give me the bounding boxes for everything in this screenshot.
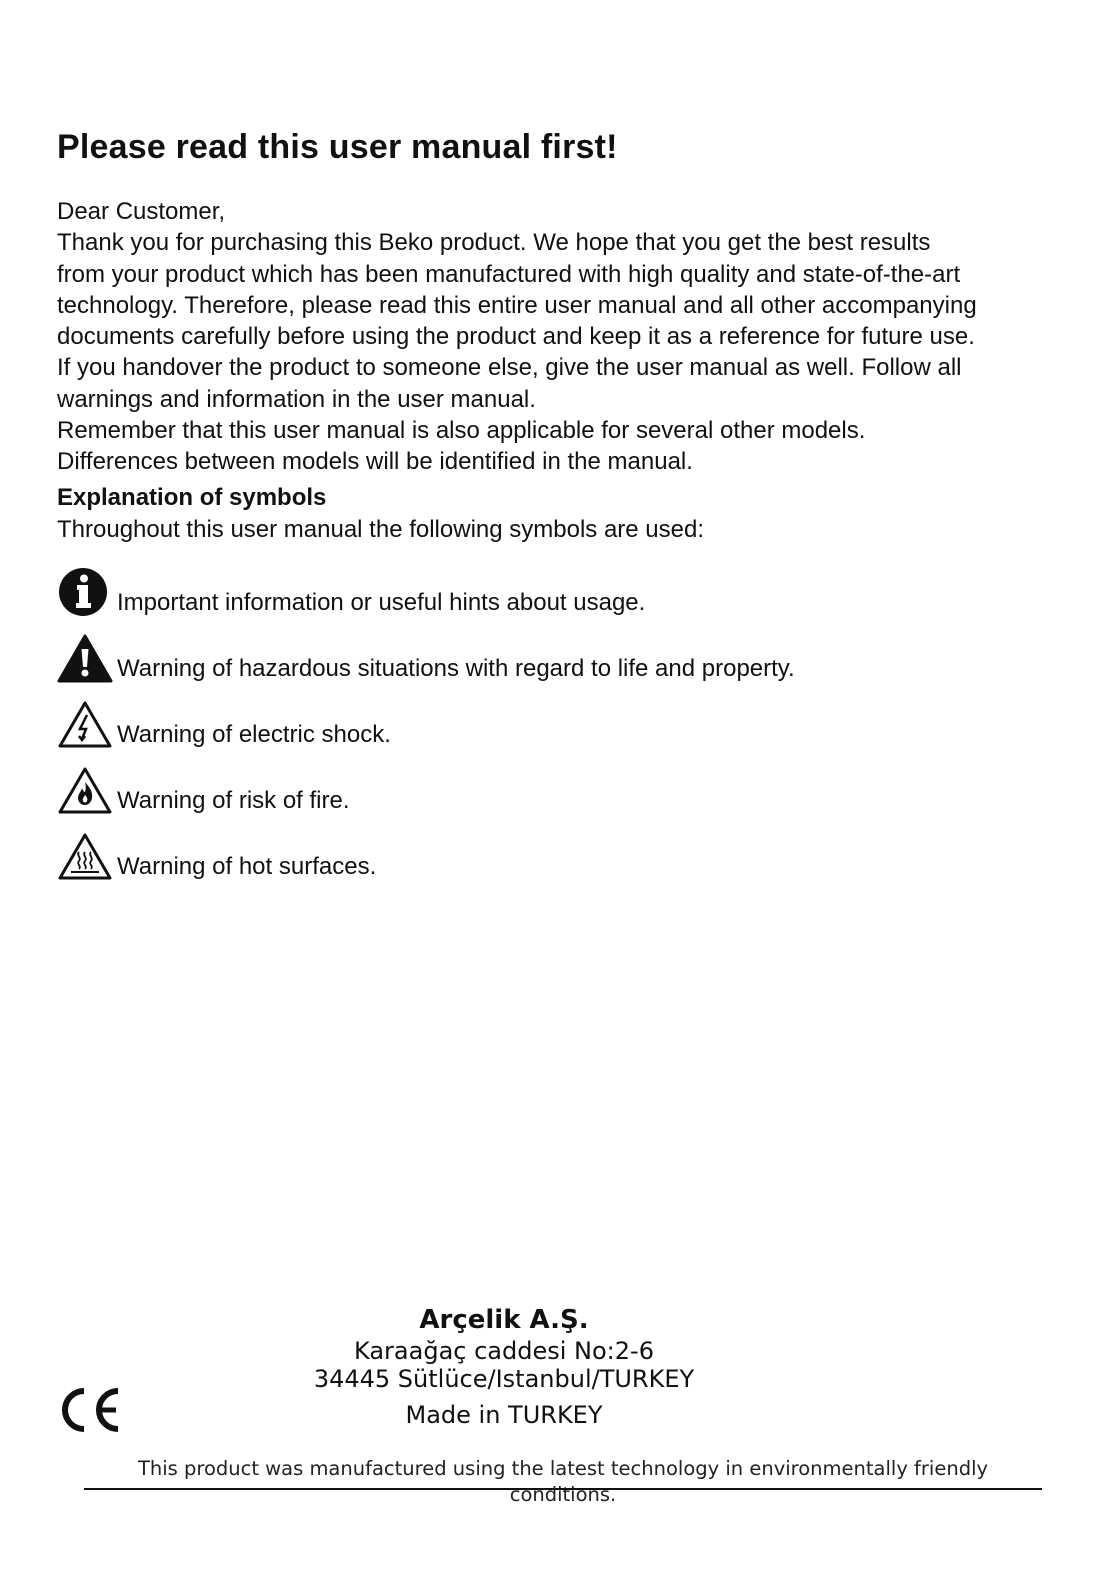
- greeting: Dear Customer,: [57, 198, 226, 225]
- intro-line: documents carefully before using the product and keep it as a reference for future use.: [57, 323, 975, 351]
- intro-line: technology. Therefore, please read this entire user manual and all other accompanying: [57, 291, 977, 319]
- address-street: Karaağaç caddesi No:2-6: [354, 1337, 654, 1365]
- symbol-label: Warning of hot surfaces.: [117, 852, 377, 880]
- intro-text: [57, 196, 1057, 478]
- page-title: Please read this user manual first!: [57, 128, 618, 166]
- symbol-label: Important information or useful hints about usage.: [117, 588, 646, 616]
- hot-surface-icon: [57, 828, 115, 882]
- symbol-label: Warning of electric shock.: [117, 720, 391, 748]
- intro-line: Differences between models will be identified in the manual.: [57, 448, 693, 476]
- intro-line: from your product which has been manufactured with high quality and state-of-the-art: [57, 260, 961, 288]
- address-city: 34445 Sütlüce/Istanbul/TURKEY: [313, 1365, 695, 1393]
- intro-line: If you handover the product to someone else, give the user manual as well. Follow all: [57, 354, 962, 382]
- warning-icon: [57, 630, 115, 684]
- intro-line: Thank you for purchasing this Beko product. We hope that you get the best results: [57, 229, 931, 257]
- footer-note: This product was manufactured using the latest technology in environmentally friendly conditions.: [137, 1457, 989, 1506]
- footer-divider: [84, 1488, 1042, 1490]
- symbol-row-electric: [57, 684, 1057, 750]
- symbol-label: Warning of hazardous situations with regard to life and property.: [117, 654, 795, 682]
- made-in: Made in TURKEY: [405, 1401, 603, 1429]
- symbols-intro: Throughout this user manual the following symbols are used:: [57, 515, 705, 543]
- ce-mark-icon: [55, 1385, 125, 1440]
- manufacturer-address: [300, 1303, 708, 1429]
- electric-shock-icon: [57, 696, 115, 750]
- symbol-row-warning: [57, 618, 1057, 684]
- symbols-heading: Explanation of symbols: [57, 483, 327, 511]
- symbol-row-fire: [57, 750, 1057, 816]
- info-icon: [57, 564, 115, 618]
- fire-icon: [57, 762, 115, 816]
- symbol-row-hot-surface: [57, 816, 1057, 882]
- manual-page: [57, 124, 1057, 882]
- intro-line: warnings and information in the user manual.: [57, 385, 536, 413]
- symbol-label: Warning of risk of fire.: [117, 786, 350, 814]
- symbol-row-info: [57, 552, 1057, 618]
- intro-line: Remember that this user manual is also applicable for several other models.: [57, 417, 866, 445]
- company-name: Arçelik A.Ş.: [419, 1305, 589, 1335]
- symbol-list: [57, 552, 1057, 882]
